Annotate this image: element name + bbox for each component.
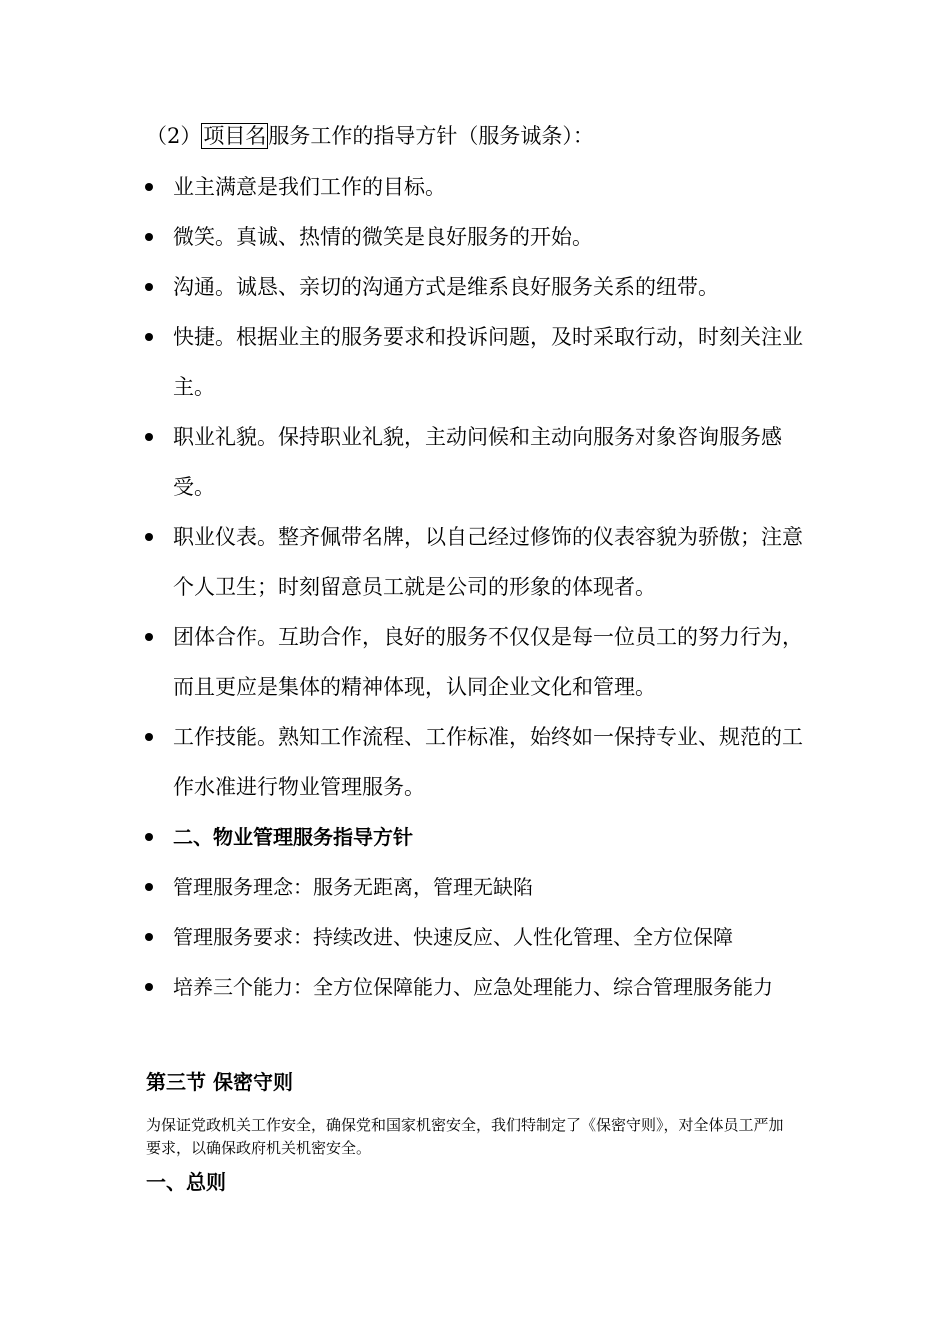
list-item-text: 快捷。根据业主的服务要求和投诉问题，及时采取行动，时刻关注业主。	[173, 325, 803, 399]
list-item-heading	[142, 812, 822, 862]
list-item	[142, 862, 822, 912]
list-item-text: 团体合作。互助合作，良好的服务不仅仅是每一位员工的努力行为，而且更应是集体的精神体现，认同企业文化和管理。	[173, 625, 803, 699]
list-item	[142, 612, 822, 712]
list-item-text: 培养三个能力：全方位保障能力、应急处理能力、综合管理服务能力	[173, 975, 773, 999]
bullet-icon	[145, 233, 153, 241]
list-item-text: 职业礼貌。保持职业礼貌，主动问候和主动向服务对象咨询服务感受。	[173, 425, 782, 499]
bullet-icon	[145, 633, 153, 641]
intro-prefix: （2）	[146, 124, 202, 148]
list-item	[142, 962, 822, 1012]
list-item	[142, 712, 822, 812]
bullet-icon	[145, 333, 153, 341]
bullet-icon	[145, 433, 153, 441]
bullet-icon	[145, 883, 153, 891]
list-item	[142, 912, 822, 962]
list-item-text: 二、物业管理服务指导方针	[173, 825, 413, 849]
boxed-placeholder-text: 项目名	[203, 124, 267, 148]
bullet-icon	[145, 183, 153, 191]
list-item-text: 工作技能。熟知工作流程、工作标准，始终如一保持专业、规范的工作水准进行物业管理服务。	[173, 725, 803, 799]
list-item	[142, 512, 822, 612]
list-item-text: 职业仪表。整齐佩带名牌，以自己经过修饰的仪表容貌为骄傲；注意个人卫生；时刻留意员工就是公司的形象的体现者。	[173, 525, 803, 599]
list-item	[142, 412, 822, 512]
list-item-text: 微笑。真诚、热情的微笑是良好服务的开始。	[173, 225, 593, 249]
list-item-text: 沟通。诚恳、亲切的沟通方式是维系良好服务关系的纽带。	[173, 275, 719, 299]
intro-line	[146, 120, 594, 152]
list-item	[142, 162, 822, 212]
body-paragraph: 为保证党政机关工作安全，确保党和国家机密安全，我们特制定了《保密守则》，对全体员工严加要求，以确保政府机关机密安全。	[146, 1116, 784, 1157]
bullet-icon	[145, 733, 153, 741]
subheading: 一、总则	[146, 1170, 226, 1194]
bullet-list	[142, 162, 822, 1012]
bullet-icon	[145, 983, 153, 991]
list-item	[142, 312, 822, 412]
list-item-text: 业主满意是我们工作的目标。	[173, 175, 446, 199]
list-item	[142, 262, 822, 312]
intro-suffix: 服务工作的指导方针（服务诚条）：	[268, 124, 594, 148]
list-item-text: 管理服务理念：服务无距离，管理无缺陷	[173, 875, 533, 899]
list-item	[142, 212, 822, 262]
list-item-text: 管理服务要求：持续改进、快速反应、人性化管理、全方位保障	[173, 925, 733, 949]
bullet-icon	[145, 283, 153, 291]
bullet-icon	[145, 833, 153, 841]
bullet-icon	[145, 933, 153, 941]
section-title: 第三节 保密守则	[146, 1070, 293, 1094]
bullet-icon	[145, 533, 153, 541]
